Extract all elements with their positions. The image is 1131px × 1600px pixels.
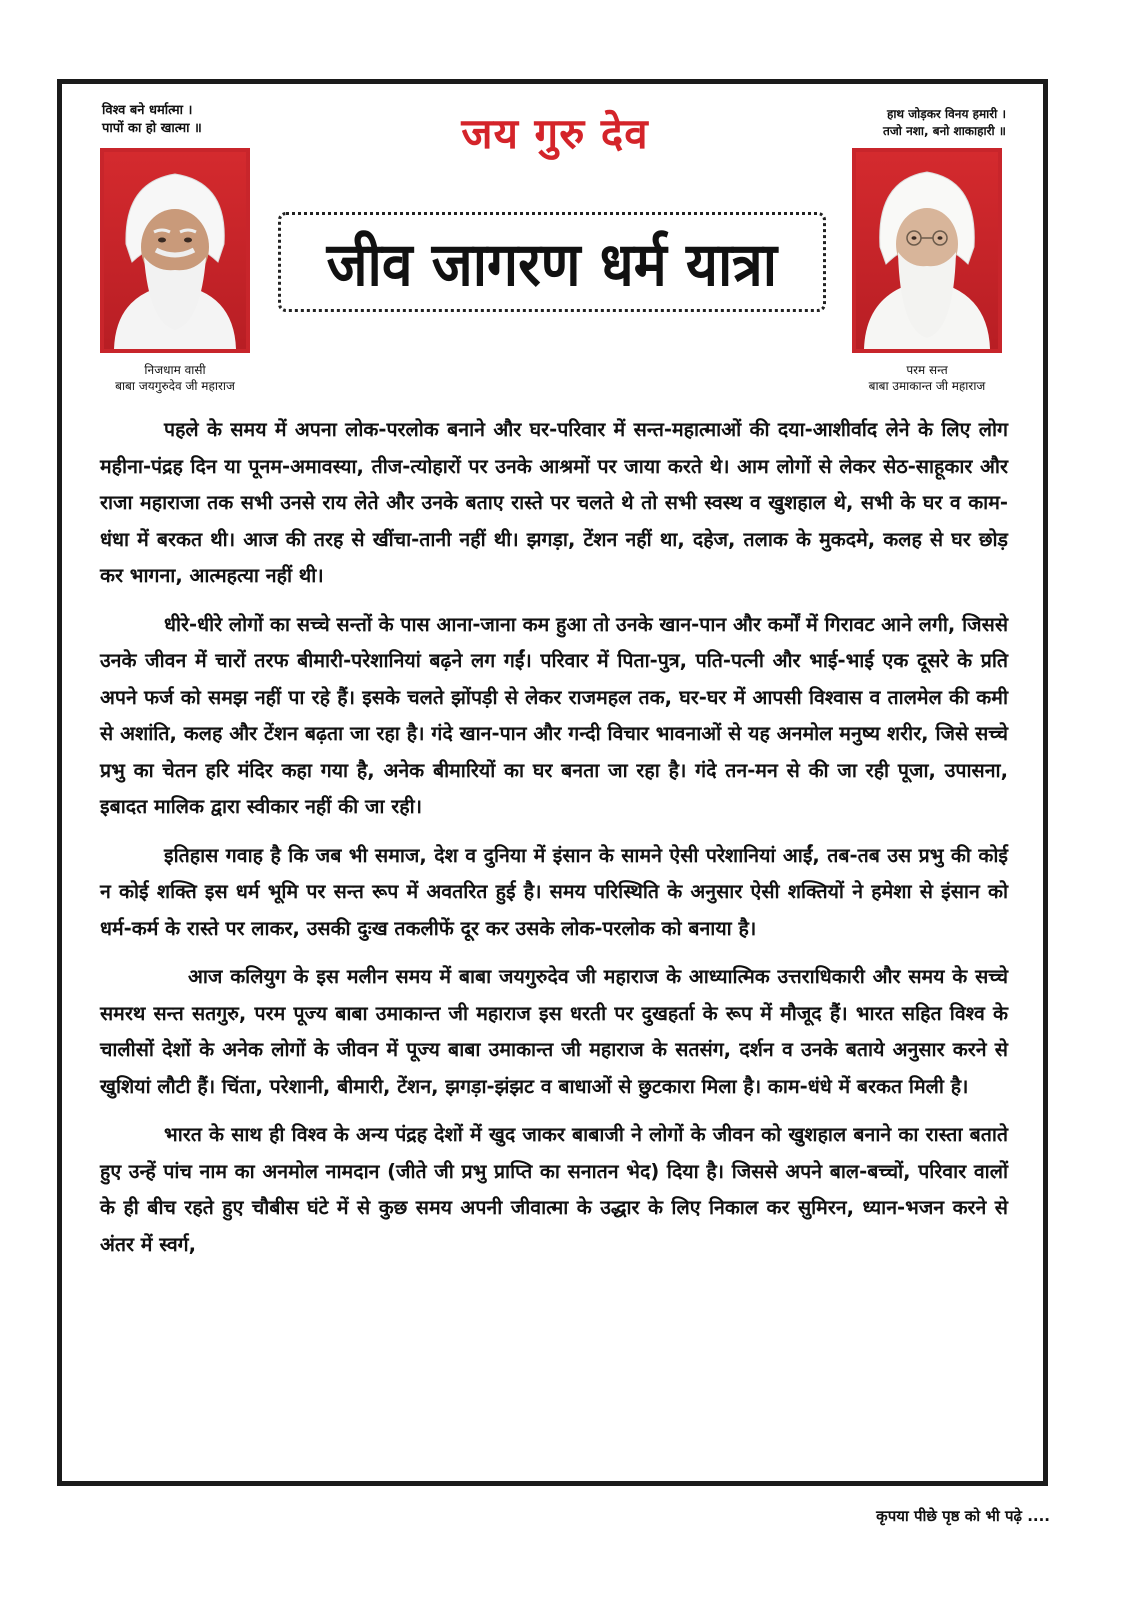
portrait-left-caption-line-1: निजधाम वासी — [144, 363, 206, 377]
slogan-right — [846, 106, 1006, 140]
paragraph-2: धीरे-धीरे लोगों का सच्चे सन्तों के पास आना-जाना कम हुआ तो उनके खान-पान और कर्मों में गिरावट आने लगी, जिससे उनके जीवन में चारों तरफ बीमारी-परेशानियां बढ़ने लग गईं। परिवार में पिता-पुत्र, पति-पत्नी और भाई-भाई एक दूसरे के प्रति अपने फर्ज को समझ नहीं पा रहे हैं। इसके चलते झोंपड़ी से लेकर राजमहल तक, घर-घर में आपसी विश्वास व तालमेल की कमी से अशांति, कलह और टेंशन बढ़ता जा रहा है। गंदे खान-पान और गन्दी विचार भावनाओं से यह अनमोल मनुष्य शरीर, जिसे सच्चे प्रभु का चेतन हरि मंदिर कहा गया है, अनेक बीमारियों का घर बनता जा रहा है। गंदे तन-मन से की जा रही पूजा, उपासना, इबादत मालिक द्वारा स्वीकार नहीं की जा रही। — [100, 612, 1009, 818]
portrait-right-caption-line-2: बाबा उमाकान्त जी महाराज — [868, 379, 986, 393]
article-body — [100, 412, 1008, 1275]
slogan-left-line-2: पापों का हो खात्मा ॥ — [102, 121, 202, 136]
paragraph-5: भारत के साथ ही विश्व के अन्य पंद्रह देशों में खुद जाकर बाबाजी ने लोगों के जीवन को खुशहाल बनाने का रास्ता बताते हुए उन्हें पांच नाम का अनमोल नामदान (जीते जी प्रभु प्राप्ति का सनातन भेद) दिया है। जिससे अपने बाल-बच्चों, परिवार वालों के ही बीच रहते हुए चौबीस घंटे में से कुछ समय अपनी जीवात्मा के उद्धार के लिए निकाल कर सुमिरन, ध्यान-भजन करने से अंतर में स्वर्ग, — [100, 1123, 1008, 1256]
paragraph-4: आज कलियुग के इस मलीन समय में बाबा जयगुरुदेव जी महाराज के आध्यात्मिक उत्तराधिकारी और समय के सच्चे समरथ सन्त सतगुरु, परम पूज्य बाबा उमाकान्त जी महाराज इस धरती पर दुखहर्ता के रूप में मौजूद हैं। भारत सहित विश्व के चालीसों देशों के अनेक लोगों के जीवन में पूज्य बाबा उमाकान्त जी महाराज के सतसंग, दर्शन व उनके बताये अनुसार करने से खुशियां लौटी हैं। चिंता, परेशानी, बीमारी, टेंशन, झगड़ा-झंझट व बाधाओं से छुटकारा मिला है। काम-धंधे में बरकत मिली है। — [100, 965, 1008, 1098]
continue-note: कृपया पीछे पृष्ठ को भी पढ़े .... — [876, 1507, 1050, 1525]
brand-title: जय गुरु देव — [461, 109, 649, 158]
portrait-right — [852, 148, 1002, 353]
portrait-right-caption-line-1: परम सन्त — [906, 363, 948, 377]
paragraph-1: पहले के समय में अपना लोक-परलोक बनाने और घर-परिवार में सन्त-महात्माओं की दया-आशीर्वाद लेने के लिए लोग महीना-पंद्रह दिन या पूनम-अमावस्या, तीज-त्योहारों पर उनके आश्रमों पर जाया करते थे। आम लोगों से लेकर सेठ-साहूकार और राजा महाराजा तक सभी उनसे राय लेते और उनके बताए रास्ते पर चलते थे तो सभी स्वस्थ व खुशहाल थे, सभी के घर व काम-धंधा में बरकत थी। आज की तरह से खींचा-तानी नहीं थी। झगड़ा, टेंशन नहीं था, दहेज, तलाक के मुकदमे, कलह से घर छोड़ कर भागना, आत्महत्या नहीं थी। — [100, 418, 1008, 587]
title-box — [278, 212, 826, 312]
portrait-left-image — [104, 152, 246, 349]
slogan-left-line-1: विश्व बने धर्मात्मा । — [102, 103, 193, 118]
portrait-right-image — [856, 152, 998, 349]
paragraph-3: इतिहास गवाह है कि जब भी समाज, देश व दुनिया में इंसान के सामने ऐसी परेशानियां आईं, तब-तब उस प्रभु की कोई न कोई शक्ति इस धर्म भूमि पर सन्त रूप में अवतरित हुई है। समय परिस्थिति के अनुसार ऐसी शक्तियों ने हमेशा से इंसान को धर्म-कर्म के रास्ते पर लाकर, उसकी दुःख तकलीफें दूर कर उसके लोक-परलोक को बनाया है। — [100, 843, 1008, 940]
slogan-right-line-1: हाथ जोड़कर विनय हमारी । — [886, 107, 1006, 121]
portrait-left — [100, 148, 250, 353]
slogan-right-line-2: तजो नशा, बनो शाकाहारी ॥ — [883, 124, 1006, 138]
portrait-left-caption — [80, 362, 270, 394]
page-title: जीव जागरण धर्म यात्रा — [326, 230, 778, 300]
slogan-left — [102, 102, 202, 138]
portrait-left-caption-line-2: बाबा जयगुरुदेव जी महाराज — [115, 379, 235, 393]
portrait-right-caption — [832, 362, 1022, 394]
